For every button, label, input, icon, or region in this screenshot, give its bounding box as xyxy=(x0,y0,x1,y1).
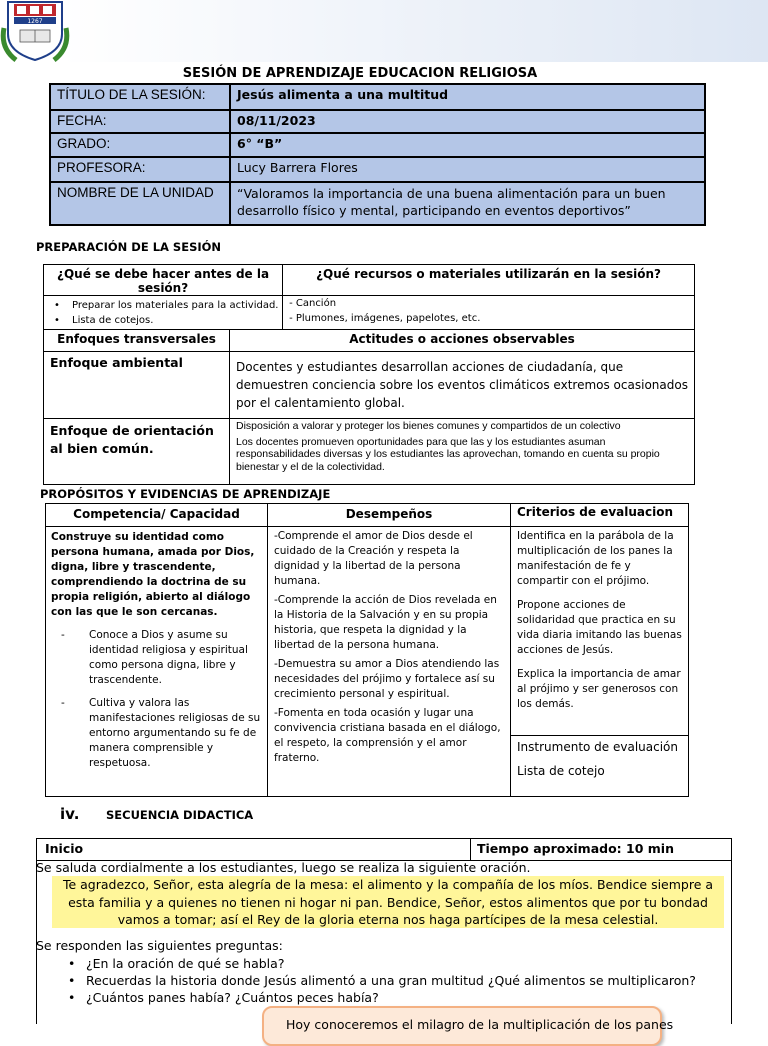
list-item: - Cultiva y valora las manifestaciones religiosas de su entorno argumentando su fe de manera comprensible y respetuosa. xyxy=(51,696,262,771)
sequence-number: iv. xyxy=(60,805,80,823)
instrumento-cell xyxy=(511,736,689,797)
label-grade: GRADO: xyxy=(50,133,230,157)
criterios-header: Criterios de evaluacion xyxy=(511,504,689,527)
desempenos-cell xyxy=(268,527,511,797)
phase-label: Inicio xyxy=(37,839,471,861)
instrumento-label: Instrumento de evaluación xyxy=(517,740,679,754)
before-session-list xyxy=(44,296,283,330)
questions-intro: Se responden las siguientes preguntas: xyxy=(36,938,283,953)
value-grade: 6° “B” xyxy=(230,133,705,157)
competencia-text: Construye su identidad como persona humana, amada por Dios, digna, libre y trascendente, comprendiendo la doctrina de su propia religión, abierto al diálogo con las que le son cercanas. xyxy=(51,531,255,618)
sequence-intro: Se saluda cordialmente a los estudiantes, luego se realiza la siguiente oración. xyxy=(36,860,531,875)
list-item: • ¿Cuántos panes había? ¿Cuántos peces había? xyxy=(58,989,696,1006)
questions-list xyxy=(58,955,696,1006)
sequence-heading: SECUENCIA DIDACTICA xyxy=(106,808,254,822)
speech-bubble-text: Hoy conoceremos el milagro de la multiplicación de los panes xyxy=(286,1017,674,1032)
enfoques-header: Enfoques transversales xyxy=(44,330,230,352)
purposes-table xyxy=(45,503,689,797)
list-item: -Fomenta en toda ocasión y lugar una convivencia cristiana basada en el diálogo, el respeto, la comprensión y el amor fraterno. xyxy=(274,707,501,764)
sequence-right-border xyxy=(731,860,732,1024)
prayer-text: Te agradezco, Señor, esta alegría de la mesa: el alimento y la compañía de los míos. Bendice siempre a esta familia y a quienes no tienen ni hogar ni pan. Bendice, Señor, estos alimentos que por tu bondad vamos a tomar; así el Rey de la gloria eterna nos haga partícipes de la mesa celestial. xyxy=(52,876,724,928)
label-teacher: PROFESORA: xyxy=(50,157,230,182)
label-unit: NOMBRE DE LA UNIDAD xyxy=(50,182,230,225)
resources-list xyxy=(283,296,695,330)
label-date: FECHA: xyxy=(50,110,230,133)
page-title: SESIÓN DE APRENDIZAJE EDUCACION RELIGIOSA xyxy=(182,66,538,81)
value-title: Jesús alimenta a una multitud xyxy=(230,84,705,110)
list-item: • Preparar los materiales para la actividad. xyxy=(44,298,282,313)
value-date: 08/11/2023 xyxy=(230,110,705,133)
list-item: -Comprende la acción de Dios revelada en la Historia de la Salvación y en su propia historia, que respeta la dignidad y la libertad de la persona humana. xyxy=(274,594,497,651)
enfoque-ambiental: Enfoque ambiental xyxy=(44,352,230,419)
enfoque-bien-comun-line1: Disposición a valorar y proteger los bienes comunes y compartidos de un colectivo xyxy=(236,420,621,432)
enfoque-ambiental-text: Docentes y estudiantes desarrollan acciones de ciudadanía, que demuestren conciencia sobre los eventos climáticos extremos ocasionados por el calentamiento global. xyxy=(230,352,695,419)
label-title: TÍTULO DE LA SESIÓN: xyxy=(50,84,230,110)
session-info-table xyxy=(49,83,706,226)
purposes-heading: PROPÓSITOS Y EVIDENCIAS DE APRENDIZAJE xyxy=(40,487,331,501)
actitudes-header: Actitudes o acciones observables xyxy=(230,330,695,352)
list-item: - Plumones, imágenes, papelotes, etc. xyxy=(289,313,481,324)
list-item: - Canción xyxy=(289,298,337,309)
svg-text:1267: 1267 xyxy=(27,18,43,25)
enfoque-bien-comun: Enfoque de orientación al bien común. xyxy=(44,419,230,485)
resources-header: ¿Qué recursos o materiales utilizarán en la sesión? xyxy=(283,265,695,296)
list-item: • ¿En la oración de qué se habla? xyxy=(58,955,696,972)
preparation-heading: PREPARACIÓN DE LA SESIÓN xyxy=(36,240,222,254)
list-item: -Comprende el amor de Dios desde el cuidado de la Creación y respeta la dignidad y la libertad de la persona humana. xyxy=(274,530,473,587)
header-band xyxy=(0,0,768,62)
list-item: • Lista de cotejos. xyxy=(44,313,282,328)
competencia-cell xyxy=(46,527,268,797)
value-teacher: Lucy Barrera Flores xyxy=(230,157,705,182)
instrumento-value: Lista de cotejo xyxy=(517,764,605,778)
list-item: Propone acciones de solidaridad que practica en su vida diaria imitando las buenas acciones de Jesús. xyxy=(517,599,682,656)
sequence-table xyxy=(36,838,732,861)
list-item: • Recuerdas la historia donde Jesús alimentó a una gran multitud ¿Qué alimentos se multiplicaron? xyxy=(58,972,696,989)
list-item: -Demuestra su amor a Dios atendiendo las necesidades del prójimo y fortalece así su crecimiento personal y espiritual. xyxy=(274,658,500,700)
criterios-cell xyxy=(511,527,689,736)
enfoque-bien-comun-line2: Los docentes promueven oportunidades para que las y los estudiantes asuman responsabilidades diversas y los estudiantes las aprovechan, tomando en cuenta su propio bienestar y el de la colectividad. xyxy=(236,435,660,473)
before-session-header: ¿Qué se debe hacer antes de la sesión? xyxy=(44,265,283,296)
speech-bubble xyxy=(262,1006,674,1046)
list-item: Identifica en la parábola de la multiplicación de los panes la manifestación de fe y compartir con el prójimo. xyxy=(517,530,674,587)
phase-time: Tiempo aproximado: 10 min xyxy=(471,839,732,861)
school-crest-logo xyxy=(0,0,70,62)
list-item: - Conoce a Dios y asume su identidad religiosa y espiritual como persona digna, libre y trascendente. xyxy=(51,628,262,688)
enfoque-bien-comun-text xyxy=(230,419,695,485)
list-item: Explica la importancia de amar al prójimo y ser generosos con los demás. xyxy=(517,668,681,710)
value-unit: “Valoramos la importancia de una buena alimentación para un buen desarrollo físico y mental, participando en eventos deportivos” xyxy=(230,182,705,225)
preparation-table xyxy=(43,264,695,485)
desempenos-header: Desempeños xyxy=(268,504,511,527)
competencia-header: Competencia/ Capacidad xyxy=(46,504,268,527)
